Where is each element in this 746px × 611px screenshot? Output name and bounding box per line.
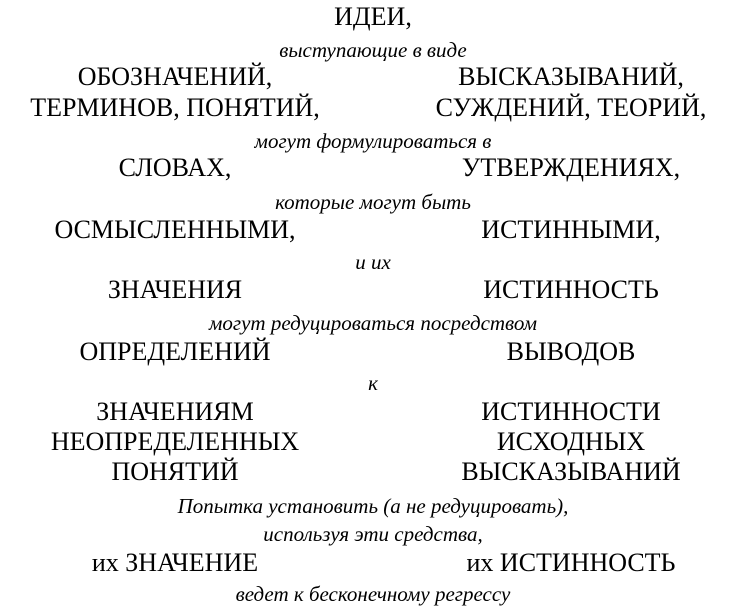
left-term: ОБОЗНАЧЕНИЙ, bbox=[77, 62, 273, 91]
connector-text: которые могут быть bbox=[275, 190, 471, 214]
left-term: НЕОПРЕДЕЛЕННЫХ bbox=[50, 427, 300, 456]
right-term: ИСТИННОСТЬ bbox=[483, 275, 659, 304]
left-term: ПОНЯТИЙ bbox=[111, 457, 239, 486]
term-pair-row bbox=[0, 213, 746, 247]
connector-text: Попытка установить (а не редуцировать), bbox=[177, 494, 569, 518]
right-term: ИСТИННОСТИ bbox=[481, 397, 661, 426]
connector-text: и их bbox=[355, 250, 391, 274]
connector-text: выступающие в виде bbox=[279, 38, 467, 62]
right-term: ИСХОДНЫХ bbox=[496, 427, 646, 456]
connector-text: к bbox=[368, 371, 378, 395]
left-term: ЗНАЧЕНИЯМ bbox=[96, 397, 254, 426]
connector-text: могут редуцироваться посредством bbox=[209, 311, 537, 335]
term-pair-row bbox=[0, 151, 746, 185]
right-term: их ИСТИННОСТЬ bbox=[466, 548, 676, 577]
right-term: УТВЕРЖДЕНИЯХ, bbox=[461, 153, 681, 182]
term-pair-row bbox=[0, 335, 746, 369]
connector-text: используя эти средства, bbox=[263, 522, 483, 546]
term-pair-row bbox=[0, 60, 746, 94]
left-term: СЛОВАХ, bbox=[118, 153, 232, 182]
term-pair-row bbox=[0, 425, 746, 459]
term-pair-row bbox=[0, 91, 746, 125]
left-term: их ЗНАЧЕНИЕ bbox=[91, 548, 259, 577]
term-pair-row bbox=[0, 546, 746, 580]
term-pair-row bbox=[0, 273, 746, 307]
left-term: ТЕРМИНОВ, ПОНЯТИЙ, bbox=[30, 93, 320, 122]
right-term: ВЫСКАЗЫВАНИЙ, bbox=[458, 62, 684, 91]
right-term: СУЖДЕНИЙ, ТЕОРИЙ, bbox=[435, 93, 707, 122]
connector-text: ведет к бесконечному регрессу bbox=[235, 582, 511, 606]
right-term: ВЫСКАЗЫВАНИЙ bbox=[461, 457, 681, 486]
left-term: ОСМЫСЛЕННЫМИ, bbox=[54, 215, 296, 244]
term-pair-row bbox=[0, 395, 746, 429]
term-pair-row bbox=[0, 455, 746, 489]
right-term: ВЫВОДОВ bbox=[506, 337, 636, 366]
left-term: ОПРЕДЕЛЕНИЙ bbox=[79, 337, 271, 366]
heading-ideas: ИДЕИ, bbox=[334, 2, 412, 31]
left-term: ЗНАЧЕНИЯ bbox=[107, 275, 243, 304]
right-term: ИСТИННЫМИ, bbox=[481, 215, 661, 244]
connector-text: могут формулироваться в bbox=[254, 129, 492, 153]
